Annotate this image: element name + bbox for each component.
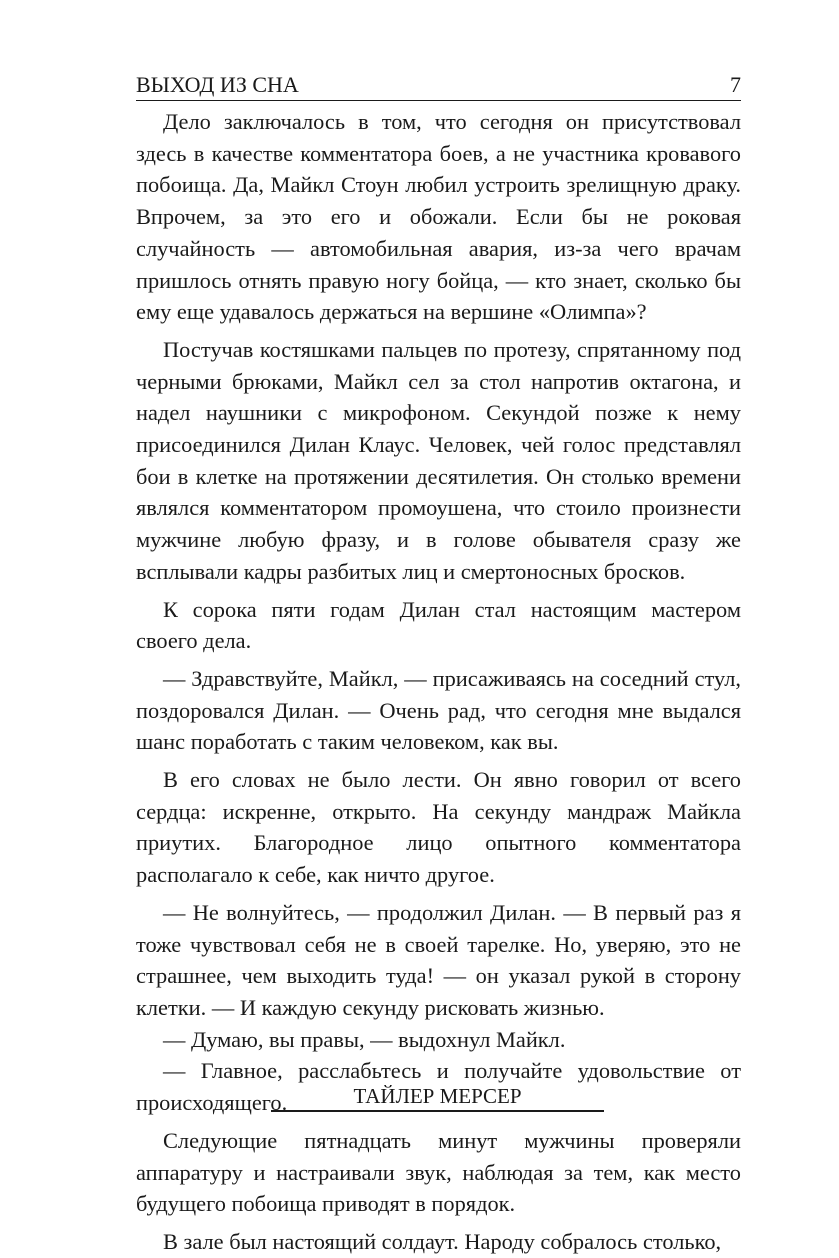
paragraph: В его словах не было лести. Он явно говорил от всего сердца: искренне, открыто. На секунду мандраж Майкла приутих. Благородное лицо опытного комментатора располагало к себе, как ничто другое. [136,767,741,888]
paragraph: — Главное, расслабьтесь и получайте удовольствие от происходящего. [136,1058,741,1116]
paragraph: В зале был настоящий солдаут. Народу собралось столько, [163,1228,722,1254]
paragraph: Постучав костяшками пальцев по протезу, спрятанному под черными брюками, Майкл сел за стол напротив октагона, и надел наушники с микрофоном. Секундой позже к нему присоединился Дилан Клаус. Человек, чей голос представлял бои в клетке на протяжении десятилетия. Он столько времени являлся комментатором промоушена, что стоило произнести мужчине любую фразу, и в голове обывателя сразу же всплывали кадры разбитых лиц и смертоносных бросков. [136,336,741,584]
paragraph: — Думаю, вы правы, — выдохнул Майкл. [163,1026,566,1052]
paragraph: К сорока пяти годам Дилан стал настоящим мастером своего дела. [136,596,741,654]
paragraph: Следующие пятнадцать минут мужчины проверяли аппаратуру и настраивали звук, наблюдая за тем, как место будущего побоища приводят в порядок. [136,1127,741,1217]
author-footer [271,1082,604,1112]
paragraph: — Здравствуйте, Майкл, — присаживаясь на соседний стул, поздоровался Дилан. — Очень рад, что сегодня мне выдался шанс поработать с таким человеком, как вы. [136,665,741,755]
page-number: 7 [730,72,741,97]
paragraph: — Не волнуйтесь, — продолжил Дилан. — В первый раз я тоже чувствовал себя не в своей тарелке. Но, уверяю, это не страшнее, чем выходить туда! — он указал рукой в сторону клетки. — И каждую секунду рисковать жизнью. [136,899,741,1020]
running-header [136,70,741,101]
author-name: ТАЙЛЕР МЕРСЕР [353,1084,522,1108]
paragraph: Дело заключалось в том, что сегодня он присутствовал здесь в качестве комментатора боев, а не участника кровавого побоища. Да, Майкл Стоун любил устроить зрелищную драку. Впрочем, за это его и обожали. Если бы не роковая случайность — автомобильная авария, из-за чего врачам пришлось отнять правую ногу бойца, — кто знает, сколько бы ему еще удавалось держаться на вершине «Олимпа»? [136,109,741,325]
book-title: ВЫХОД ИЗ СНА [136,72,299,97]
